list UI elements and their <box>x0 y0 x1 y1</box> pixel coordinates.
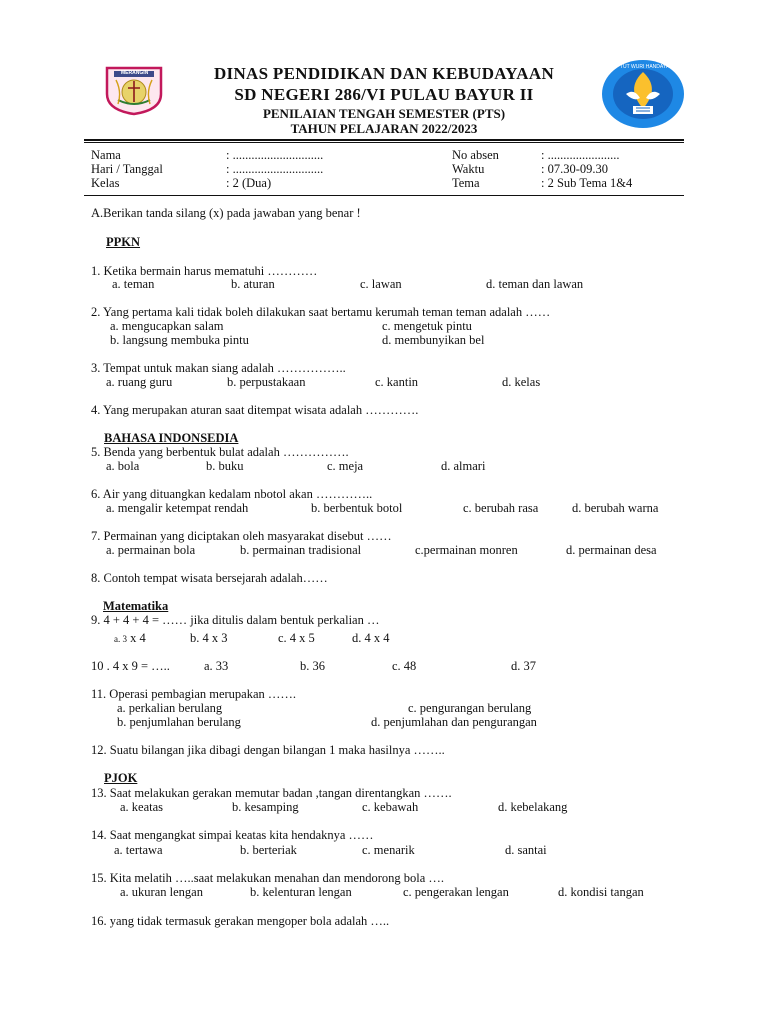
q2-option-d: d. membunyikan bel <box>382 333 485 347</box>
q15-option-b: b. kelenturan lengan <box>250 885 352 899</box>
question-8: 8. Contoh tempat wisata bersejarah adalah…… <box>91 571 328 585</box>
q6-option-a: a. mengalir ketempat rendah <box>106 501 249 515</box>
q7-option-c: c.permainan monren <box>415 543 518 557</box>
q9-option-a <box>114 631 146 646</box>
question-7: 7. Permainan yang diciptakan oleh masyarakat disebut …… <box>91 529 392 543</box>
question-16: 16. yang tidak termasuk gerakan mengoper bola adalah ….. <box>91 914 390 928</box>
q15-option-c: c. pengerakan lengan <box>403 885 509 899</box>
q11-option-c: c. pengurangan berulang <box>408 701 532 715</box>
q5-option-c: c. meja <box>327 459 364 473</box>
identity-divider <box>84 195 684 196</box>
q9-option-d: d. 4 x 4 <box>352 631 390 645</box>
instruction: A.Berikan tanda silang (x) pada jawaban yang benar ! <box>91 206 361 220</box>
q11-option-a: a. perkalian berulang <box>117 701 223 715</box>
question-10: 10 . 4 x 9 = ….. <box>91 659 170 673</box>
q2-option-c: c. mengetuk pintu <box>382 319 472 333</box>
question-5: 5. Benda yang berbentuk bulat adalah ……………. <box>91 445 349 459</box>
q3-option-d: d. kelas <box>502 375 541 389</box>
header-line-4: TAHUN PELAJARAN 2022/2023 <box>290 121 478 136</box>
question-4: 4. Yang merupakan aturan saat ditempat wisata adalah …………. <box>91 403 419 417</box>
q13-option-d: d. kebelakang <box>498 800 568 814</box>
question-11: 11. Operasi pembagian merupakan ……. <box>91 687 297 701</box>
q14-option-a: a. tertawa <box>114 843 163 857</box>
q2-option-a: a. mengucapkan salam <box>110 319 224 333</box>
q9-option-b: b. 4 x 3 <box>190 631 228 645</box>
waktu-value: : 07.30-09.30 <box>541 162 609 176</box>
q5-option-b: b. buku <box>206 459 244 473</box>
hari-label: Hari / Tanggal <box>91 162 163 176</box>
question-12: 12. Suatu bilangan jika dibagi dengan bilangan 1 maka hasilnya …….. <box>91 743 445 757</box>
q11-option-b: b. penjumlahan berulang <box>117 715 241 729</box>
q10-option-b: b. 36 <box>300 659 325 673</box>
q15-option-a: a. ukuran lengan <box>120 885 203 899</box>
question-3: 3. Tempat untuk makan siang adalah …………….. <box>91 361 346 375</box>
kelas-label: Kelas <box>91 176 120 190</box>
header-line-3: PENILAIAN TENGAH SEMESTER (PTS) <box>262 106 506 121</box>
question-13: 13. Saat melakukan gerakan memutar badan ,tangan direntangkan ……. <box>91 786 452 800</box>
header-divider <box>84 139 684 141</box>
q15-option-d: d. kondisi tangan <box>558 885 644 899</box>
q1-option-a: a. teman <box>112 277 155 291</box>
nama-label: Nama <box>91 148 121 162</box>
q1-option-d: d. teman dan lawan <box>486 277 584 291</box>
question-1: 1. Ketika bermain harus mematuhi ………… <box>91 264 318 278</box>
q10-option-d: d. 37 <box>511 659 536 673</box>
question-2: 2. Yang pertama kali tidak boleh dilakukan saat bertamu kerumah teman teman adalah …… <box>91 305 551 319</box>
left-logo-text: MERANGIN <box>121 70 149 76</box>
tema-value: : 2 Sub Tema 1&4 <box>541 176 633 190</box>
q10-option-a: a. 33 <box>204 659 229 673</box>
subject-matematika: Matematika <box>103 599 169 613</box>
nama-value: : ............................. <box>226 148 324 162</box>
subject-bahasa-indonesia: BAHASA INDONSEDIA <box>104 431 239 445</box>
waktu-label: Waktu <box>452 162 485 176</box>
tema-label: Tema <box>452 176 480 190</box>
q3-option-a: a. ruang guru <box>106 375 173 389</box>
subject-pjok: PJOK <box>104 771 138 785</box>
question-9: 9. 4 + 4 + 4 = …… jika ditulis dalam bentuk perkalian … <box>91 613 380 627</box>
absen-label: No absen <box>452 148 499 162</box>
hari-value: : ............................. <box>226 162 324 176</box>
q10-option-c: c. 48 <box>392 659 417 673</box>
q13-option-b: b. kesamping <box>232 800 299 814</box>
question-14: 14. Saat mengangkat simpai keatas kita hendaknya …… <box>91 828 374 842</box>
q3-option-c: c. kantin <box>375 375 419 389</box>
subject-ppkn: PPKN <box>106 235 141 249</box>
question-15: 15. Kita melatih …..saat melakukan menahan dan mendorong bola …. <box>91 871 445 885</box>
q7-option-b: b. permainan tradisional <box>240 543 362 557</box>
header-divider-thin <box>84 142 684 143</box>
q6-option-b: b. berbentuk botol <box>311 501 403 515</box>
q2-option-b: b. langsung membuka pintu <box>110 333 249 347</box>
q11-option-d: d. penjumlahan dan pengurangan <box>371 715 537 729</box>
q1-option-b: b. aturan <box>231 277 275 291</box>
header-line-2: SD NEGERI 286/VI PULAU BAYUR II <box>234 85 534 104</box>
q1-option-c: c. lawan <box>360 277 402 291</box>
q7-option-d: d. permainan desa <box>566 543 657 557</box>
absen-value: : ....................... <box>541 148 620 162</box>
q14-option-c: c. menarik <box>362 843 415 857</box>
q6-option-d: d. berubah warna <box>572 501 659 515</box>
q7-option-a: a. permainan bola <box>106 543 196 557</box>
kelas-value: : 2 (Dua) <box>226 176 272 190</box>
q9-option-c: c. 4 x 5 <box>278 631 315 645</box>
right-logo-text: TUT WURI HANDAYANI <box>620 64 675 70</box>
q5-option-d: d. almari <box>441 459 486 473</box>
question-6: 6. Air yang dituangkan kedalam nbotol akan ………….. <box>91 487 373 501</box>
q5-option-a: a. bola <box>106 459 140 473</box>
q9-option-a-prefix: a. 3 <box>114 634 127 644</box>
q3-option-b: b. perpustakaan <box>227 375 306 389</box>
q13-option-c: c. kebawah <box>362 800 419 814</box>
q13-option-a: a. keatas <box>120 800 164 814</box>
q9-option-a-text: x 4 <box>127 631 146 645</box>
q14-option-d: d. santai <box>505 843 547 857</box>
q14-option-b: b. berteriak <box>240 843 297 857</box>
q6-option-c: c. berubah rasa <box>463 501 539 515</box>
header-line-1: DINAS PENDIDIKAN DAN KEBUDAYAAN <box>213 64 555 83</box>
